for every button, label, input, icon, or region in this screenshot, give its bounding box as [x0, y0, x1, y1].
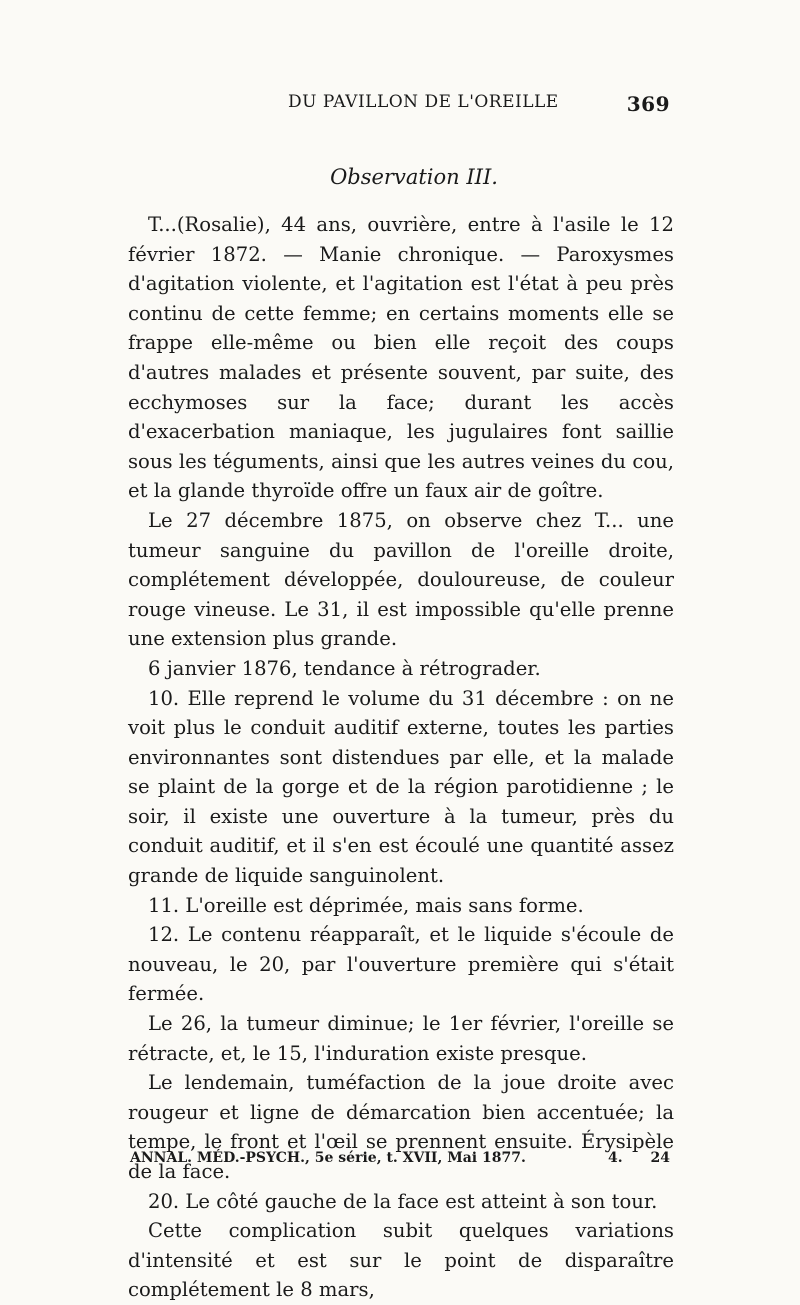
journal-citation: ANNAL. MÉD.-PSYCH., 5e série, t. XVII, Mai 1877.	[130, 1150, 526, 1166]
paragraph: T...(Rosalie), 44 ans, ouvrière, entre à l'asile le 12 février 1872. — Manie chronique. — Paroxysmes d'agitation violente, et l'agitation est l'état à peu près continu de cette femme; en certains moments elle se frappe elle-même ou bien elle reçoit des coups d'autres malades et présente souvent, par suite, des ecchymoses sur la face; durant les accès d'exacerbation maniaque, les jugulaires font saillie sous les téguments, ainsi que les autres veines du cou, et la glande thyroïde offre un faux air de goître.	[128, 213, 674, 503]
paragraph: Le lendemain, tuméfaction de la joue droite avec rougeur et ligne de démarcation bien accentuée; la tempe, le front et l'œil se prennent ensuite. Érysipèle de la face.	[128, 1071, 674, 1183]
page-number: 369	[626, 92, 670, 116]
page-footer	[130, 1150, 670, 1174]
paragraph: 20. Le côté gauche de la face est atteint à son tour.	[148, 1189, 658, 1213]
sheet-number: 24	[650, 1150, 670, 1166]
paragraph: 10. Elle reprend le volume du 31 décembre : on ne voit plus le conduit auditif externe, toutes les parties environnantes sont distendues par elle, et la malade se plaint de la gorge et de la région parotidienne ; le soir, il existe une ouverture à la tumeur, près du conduit auditif, et il s'en est écoulé une quantité assez grande de liquide sanguinolent.	[128, 686, 674, 888]
paragraph: Cette complication subit quelques variations d'intensité et est sur le point de disparaître complétement le 8 mars,	[128, 1219, 674, 1302]
signature-mark: 4.	[608, 1150, 623, 1166]
paragraph: 6 janvier 1876, tendance à rétrograder.	[148, 656, 541, 680]
body-text	[128, 210, 674, 1305]
running-title: DU PAVILLON DE L'OREILLE	[288, 92, 559, 112]
observation-title: Observation III.	[330, 165, 498, 189]
paragraph: Le 26, la tumeur diminue; le 1er février, l'oreille se rétracte, et, le 15, l'induration existe presque.	[128, 1012, 674, 1065]
running-head	[130, 92, 670, 122]
paragraph: Le 27 décembre 1875, on observe chez T... une tumeur sanguine du pavillon de l'oreille droite, complétement développée, douloureuse, de couleur rouge vineuse. Le 31, il est impossible qu'elle prenne une extension plus grande.	[128, 508, 674, 651]
paragraph: 12. Le contenu réapparaît, et le liquide s'écoule de nouveau, le 20, par l'ouverture première qui s'était fermée.	[128, 923, 674, 1006]
paragraph: 11. L'oreille est déprimée, mais sans forme.	[148, 893, 584, 917]
